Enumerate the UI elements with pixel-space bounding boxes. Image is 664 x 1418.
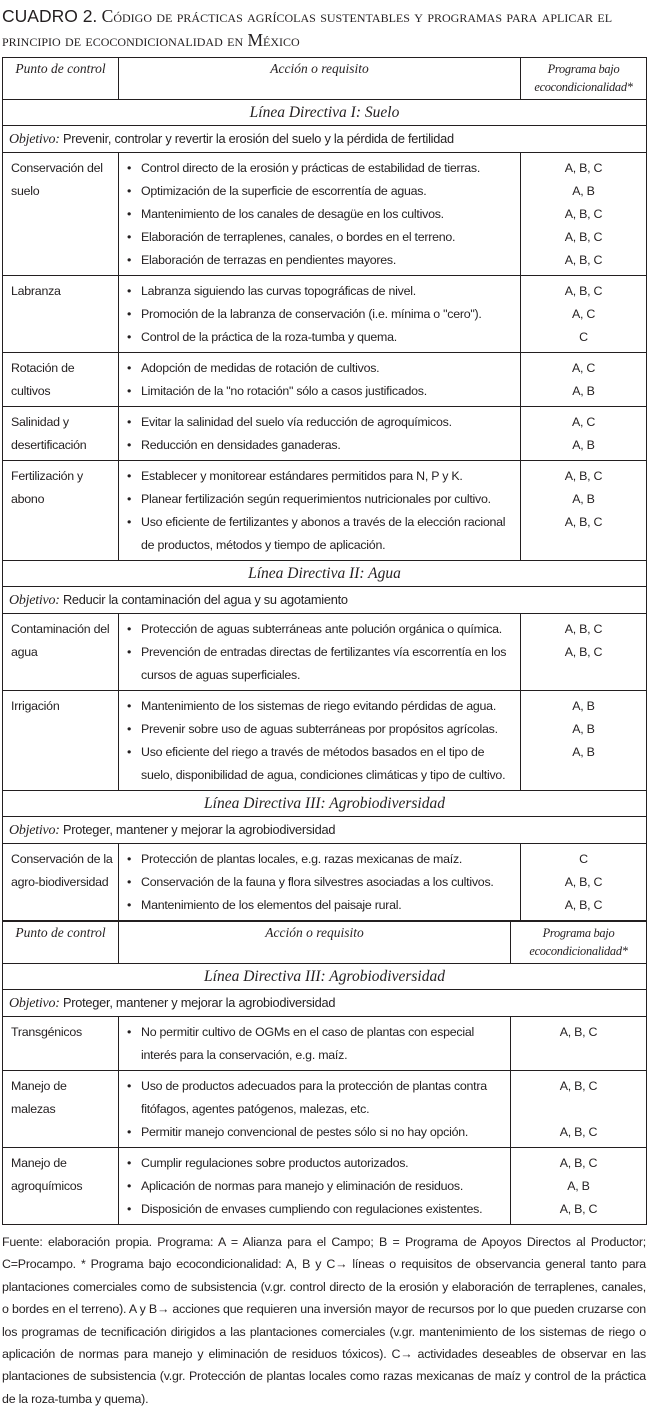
programs-cell — [521, 353, 647, 407]
program-value: A, B, C — [559, 1125, 598, 1139]
actions-cell — [119, 691, 521, 791]
directive-line: Línea Directiva I: Suelo — [3, 100, 647, 126]
table-row — [3, 1017, 647, 1071]
control-point: Irrigación — [3, 691, 119, 791]
action-item: • Disposición de envases cumpliendo con regulaciones existentes. — [127, 1198, 506, 1221]
actions-cell — [119, 1071, 511, 1148]
table-row — [3, 614, 647, 691]
programs-cell — [511, 1017, 647, 1071]
table-row — [3, 461, 647, 561]
action-item: • Mantenimiento de los elementos del paisaje rural. — [127, 894, 516, 917]
programs-cell — [521, 461, 647, 561]
programs-cell — [521, 844, 647, 921]
program-value: A, B — [572, 699, 595, 713]
program-value: A, B — [572, 438, 595, 452]
directive-line: Línea Directiva III: Agrobiodiversidad — [3, 964, 647, 990]
header-control-point: Punto de control — [3, 922, 119, 964]
program-value: A, B, C — [559, 1079, 598, 1093]
program-value: A, B, C — [559, 1025, 598, 1039]
action-item: • Optimización de la superficie de escorrentía de aguas. — [127, 180, 516, 203]
program-value: A, B, C — [564, 875, 603, 889]
action-item: • Limitación de la "no rotación" sólo a casos justificados. — [127, 380, 516, 403]
action-item: • Mantenimiento de los sistemas de riego evitando pérdidas de agua. — [127, 695, 516, 718]
directive-line: Línea Directiva II: Agua — [3, 561, 647, 587]
directive-line-row — [3, 791, 647, 817]
action-item: • Conservación de la fauna y flora silvestres asociadas a los cultivos. — [127, 871, 516, 894]
directive-line-row — [3, 100, 647, 126]
directive-line-row — [3, 964, 647, 990]
control-point: Contaminación del agua — [3, 614, 119, 691]
objective-text: Prevenir, controlar y revertir la erosión del suelo y la pérdida de fertilidad — [62, 131, 454, 146]
objective-row — [3, 817, 647, 844]
program-value: A, B, C — [559, 1202, 598, 1216]
actions-cell — [119, 844, 521, 921]
objective-text: Reducir la contaminación del agua y su agotamiento — [62, 592, 348, 607]
action-item: • Promoción de la labranza de conservación (i.e. mínima o "cero"). — [127, 303, 516, 326]
practices-table — [2, 57, 647, 921]
action-item: • Elaboración de terrazas en pendientes mayores. — [127, 249, 516, 272]
action-item: • Uso eficiente del riego a través de métodos basados en el tipo de suelo, disponibilidad de agua, condiciones climáticas y tipo de cultivo. — [127, 741, 516, 787]
control-point: Labranza — [3, 276, 119, 353]
objective-cell — [3, 990, 647, 1017]
action-item: • Evitar la salinidad del suelo vía reducción de agroquímicos. — [127, 411, 516, 434]
action-item: • Aplicación de normas para manejo y eliminación de residuos. — [127, 1175, 506, 1198]
objective-label: Objetivo: — [9, 823, 60, 838]
program-value: A, B, C — [564, 253, 603, 267]
action-item: • Control directo de la erosión y prácticas de estabilidad de tierras. — [127, 157, 516, 180]
program-value: A, B, C — [564, 645, 603, 659]
header-program: Programa bajo ecocondicionalidad* — [521, 58, 647, 100]
control-point: Manejo de malezas — [3, 1071, 119, 1148]
program-value: A, B — [572, 184, 595, 198]
control-point: Conservación de la agro-biodiversidad — [3, 844, 119, 921]
control-point: Manejo de agroquímicos — [3, 1148, 119, 1225]
table-row — [3, 153, 647, 276]
table-row — [3, 844, 647, 921]
control-point: Fertilización y abono — [3, 461, 119, 561]
table-row — [3, 276, 647, 353]
program-value: A, B — [567, 1179, 590, 1193]
program-value: A, B, C — [564, 898, 603, 912]
program-value: C — [579, 330, 588, 344]
directive-line-row — [3, 561, 647, 587]
programs-cell — [521, 614, 647, 691]
action-item: • No permitir cultivo de OGMs en el caso de plantas con especial interés para la conservación, e.g. maíz. — [127, 1021, 506, 1067]
action-item: • Protección de aguas subterráneas ante polución orgánica o química. — [127, 618, 516, 641]
header-action: Acción o requisito — [119, 58, 521, 100]
action-item: • Uso eficiente de fertilizantes y abonos a través de la elección racional de productos, métodos y tiempo de aplicación. — [127, 511, 516, 557]
action-item: • Protección de plantas locales, e.g. razas mexicanas de maíz. — [127, 848, 516, 871]
objective-row — [3, 990, 647, 1017]
table-row — [3, 1071, 647, 1148]
program-value: A, B, C — [564, 469, 603, 483]
table-row — [3, 353, 647, 407]
program-value: A, B, C — [564, 515, 603, 529]
action-item: • Uso de productos adecuados para la protección de plantas contra fitófagos, agentes patógenos, malezas, etc. — [127, 1075, 506, 1121]
objective-label: Objetivo: — [9, 593, 60, 608]
table-row — [3, 1148, 647, 1225]
objective-cell — [3, 817, 647, 844]
action-item: • Permitir manejo convencional de pestes sólo si no hay opción. — [127, 1121, 506, 1144]
table-row — [3, 691, 647, 791]
objective-label: Objetivo: — [9, 996, 60, 1011]
control-point: Transgénicos — [3, 1017, 119, 1071]
action-item: • Elaboración de terraplenes, canales, o bordes en el terreno. — [127, 226, 516, 249]
programs-cell — [521, 153, 647, 276]
action-item: • Control de la práctica de la roza-tumba y quema. — [127, 326, 516, 349]
actions-cell — [119, 461, 521, 561]
header-row — [3, 58, 647, 100]
program-value: A, B, C — [564, 230, 603, 244]
practices-table — [2, 921, 647, 1225]
programs-cell — [521, 276, 647, 353]
action-item: • Mantenimiento de los canales de desagüe en los cultivos. — [127, 203, 516, 226]
objective-cell — [3, 126, 647, 153]
action-item: • Planear fertilización según requerimientos nutricionales por cultivo. — [127, 488, 516, 511]
header-action: Acción o requisito — [119, 922, 511, 964]
objective-label: Objetivo: — [9, 132, 60, 147]
actions-cell — [119, 153, 521, 276]
actions-cell — [119, 353, 521, 407]
directive-line: Línea Directiva III: Agrobiodiversidad — [3, 791, 647, 817]
objective-cell — [3, 587, 647, 614]
objective-text: Proteger, mantener y mejorar la agrobiodiversidad — [62, 822, 336, 837]
program-value: C — [579, 852, 588, 866]
actions-cell — [119, 1148, 511, 1225]
table-caption: Código de prácticas agrícolas sustentables y programas para aplicar el principio de ecocondicionalidad en México — [2, 6, 613, 50]
program-value: A, C — [571, 361, 596, 375]
control-point: Salinidad y desertificación — [3, 407, 119, 461]
program-value: A, C — [571, 307, 596, 321]
actions-cell — [119, 276, 521, 353]
objective-text: Proteger, mantener y mejorar la agrobiodiversidad — [62, 995, 336, 1010]
action-item: • Reducción en densidades ganaderas. — [127, 434, 516, 457]
objective-row — [3, 126, 647, 153]
control-point: Rotación de cultivos — [3, 353, 119, 407]
actions-cell — [119, 1017, 511, 1071]
action-item: • Establecer y monitorear estándares permitidos para N, P y K. — [127, 465, 516, 488]
actions-cell — [119, 614, 521, 691]
program-value: A, B — [572, 384, 595, 398]
action-item: • Prevención de entradas directas de fertilizantes vía escorrentía en los cursos de aguas superficiales. — [127, 641, 516, 687]
program-value: A, B, C — [559, 1156, 598, 1170]
program-value: A, B — [572, 722, 595, 736]
programs-cell — [521, 407, 647, 461]
header-control-point: Punto de control — [3, 58, 119, 100]
control-point: Conservación del suelo — [3, 153, 119, 276]
objective-row — [3, 587, 647, 614]
table-number: CUADRO 2. — [2, 6, 98, 26]
table-title — [2, 4, 646, 52]
action-item: • Labranza siguiendo las curvas topográficas de nivel. — [127, 280, 516, 303]
program-value: A, B, C — [564, 622, 603, 636]
program-value: A, B — [572, 745, 595, 759]
program-value: A, B — [572, 492, 595, 506]
table-row — [3, 407, 647, 461]
program-value: A, C — [571, 415, 596, 429]
action-item: • Cumplir regulaciones sobre productos autorizados. — [127, 1152, 506, 1175]
programs-cell — [511, 1071, 647, 1148]
footnote: Fuente: elaboración propia. Programa: A = Alianza para el Campo; B = Programa de Apoyos Directos al Productor; C=Procampo. * Programa bajo ecocondicionalidad: A, B y C→ líneas o requisitos de observancia general tanto para plantaciones comerciales como de subsistencia (v.gr. control directo de la erosión y elaboración de terraplenes, canales, o bordes en el terreno). A y B→ acciones que requieren una inversión mayor de recursos por lo que pueden cruzarse con los programas de tecnificación dirigidos a las plantaciones comerciales (v.gr. mantenimiento de los sistemas de riego o aplicación de normas para manejo y eliminación de residuos tóxicos). C→ actividades deseables de observar en las plantaciones de subsistencia (v.gr. Protección de plantas locales como razas mexicanas de maíz y control de la práctica de la roza-tumba y quema). — [2, 1235, 646, 1406]
program-value: A, B, C — [564, 207, 603, 221]
programs-cell — [521, 691, 647, 791]
program-value: A, B, C — [564, 161, 603, 175]
program-value: A, B, C — [564, 284, 603, 298]
header-row — [3, 922, 647, 964]
action-item: • Adopción de medidas de rotación de cultivos. — [127, 357, 516, 380]
header-program: Programa bajo ecocondicionalidad* — [511, 922, 647, 964]
programs-cell — [511, 1148, 647, 1225]
tables-container — [2, 57, 646, 1225]
action-item: • Prevenir sobre uso de aguas subterráneas por propósitos agrícolas. — [127, 718, 516, 741]
actions-cell — [119, 407, 521, 461]
